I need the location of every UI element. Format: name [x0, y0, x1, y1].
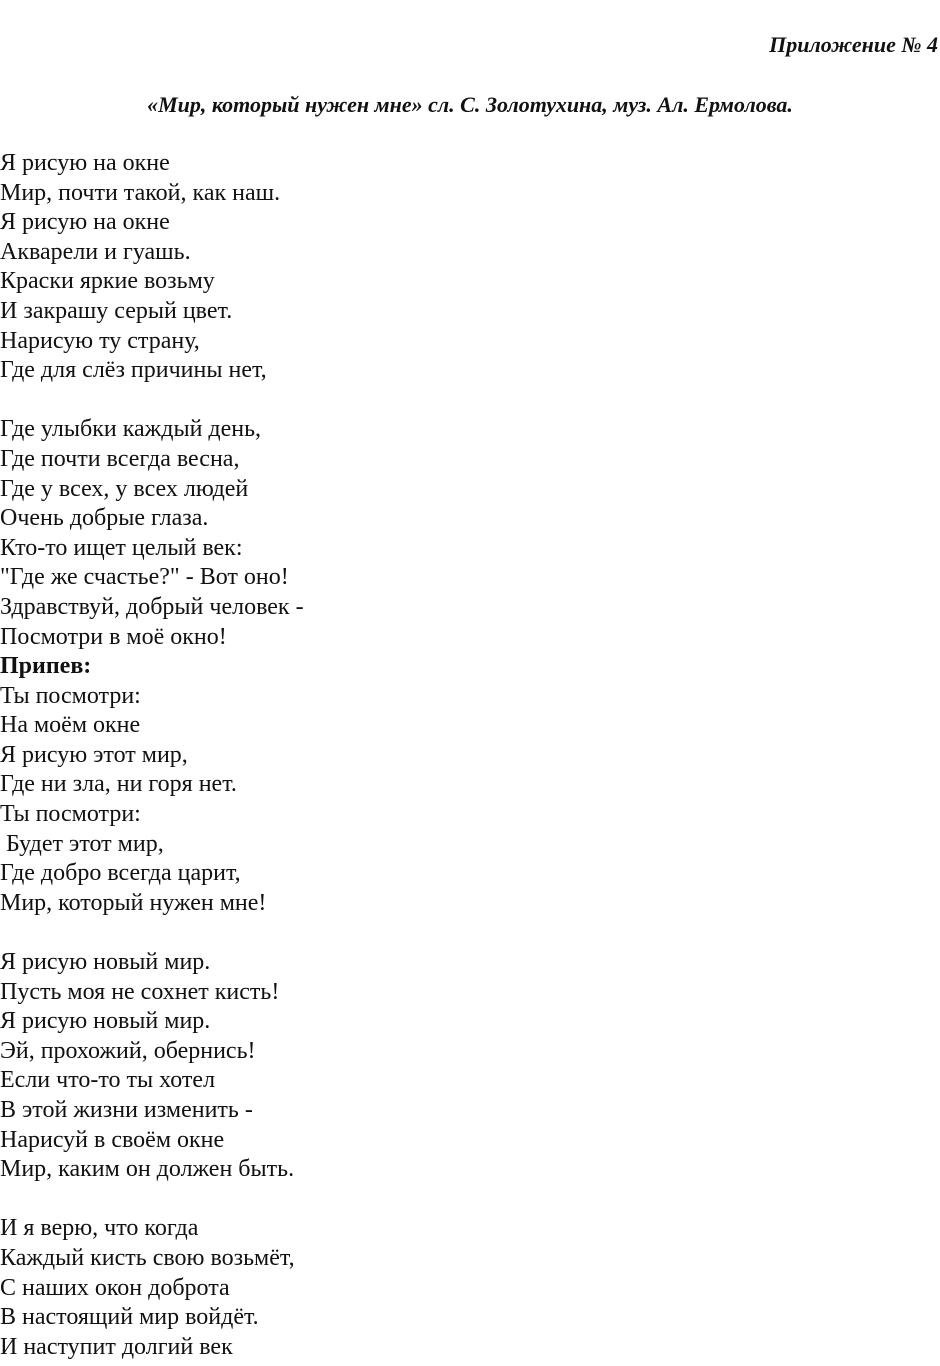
lyric-line: Я рисую новый мир. [0, 949, 211, 976]
lyric-line: Я рисую на окне [0, 150, 170, 176]
blank-line [0, 1185, 900, 1215]
chorus-label: Припев: [0, 653, 92, 680]
lyric-line: Каждый кисть свою возьмёт, [0, 1244, 295, 1271]
lyric-line: Краски яркие возьму [0, 268, 215, 295]
lyric-line: Пусть моя не сохнет кисть! [0, 978, 280, 1005]
lyric-line: На моём окне [0, 712, 141, 739]
lyric-line: Мир, почти такой, как наш. [0, 179, 281, 206]
lyric-line: И наступит долгий век [0, 1333, 233, 1360]
blank-line [0, 918, 900, 948]
lyric-line: Ты посмотри: [0, 801, 141, 828]
lyric-line: Я рисую этот мир, [0, 741, 188, 768]
lyric-line: Мир, каким он должен быть. [0, 1156, 295, 1183]
lyric-line: В настоящий мир войдёт. [0, 1304, 259, 1331]
lyric-line: Эй, прохожий, обернись! [0, 1037, 256, 1064]
lyric-line: И я верю, что когда [0, 1215, 199, 1242]
lyric-line: Здравствуй, добрый человек - [0, 593, 304, 620]
lyric-line: Нарисую ту страну, [0, 327, 200, 354]
lyric-line: Если что-то ты хотел [0, 1067, 216, 1094]
lyric-line: И закрашу серый цвет. [0, 297, 233, 324]
lyric-line: Где почти всегда весна, [0, 445, 240, 472]
lyric-line: Кто-то ищет целый век: [0, 534, 243, 561]
appendix-label: Приложение № 4 [769, 32, 938, 57]
lyric-line: Где для слёз причины нет, [0, 357, 267, 384]
lyric-line: С наших окон доброта [0, 1274, 230, 1301]
lyric-line: В этой жизни изменить - [0, 1097, 253, 1123]
lyric-line: Я рисую новый мир. [0, 1008, 211, 1035]
lyric-line: "Где же счастье?" - Вот оно! [0, 564, 289, 591]
song-title: «Мир, который нужен мне» сл. С. Золотухина, муз. Ал. Ермолова. [147, 92, 793, 117]
lyric-line: Очень добрые глаза. [0, 505, 209, 532]
lyric-line: Мир, который нужен мне! [0, 889, 267, 916]
lyric-line: Посмотри в моё окно! [0, 623, 227, 650]
lyric-line: Где ни зла, ни горя нет. [0, 771, 237, 798]
blank-line [0, 386, 900, 416]
lyric-line: Где улыбки каждый день, [0, 416, 262, 443]
lyric-line: Нарисуй в своём окне [0, 1126, 225, 1153]
lyric-line: Где добро всегда царит, [0, 860, 241, 887]
lyric-line: Я рисую на окне [0, 209, 170, 236]
lyric-line: Акварели и гуашь. [0, 238, 191, 265]
lyric-line: Где у всех, у всех людей [0, 475, 249, 502]
lyric-line: Ты посмотри: [0, 682, 141, 709]
lyric-line: Будет этот мир, [0, 830, 164, 857]
lyrics-block [0, 149, 900, 1362]
